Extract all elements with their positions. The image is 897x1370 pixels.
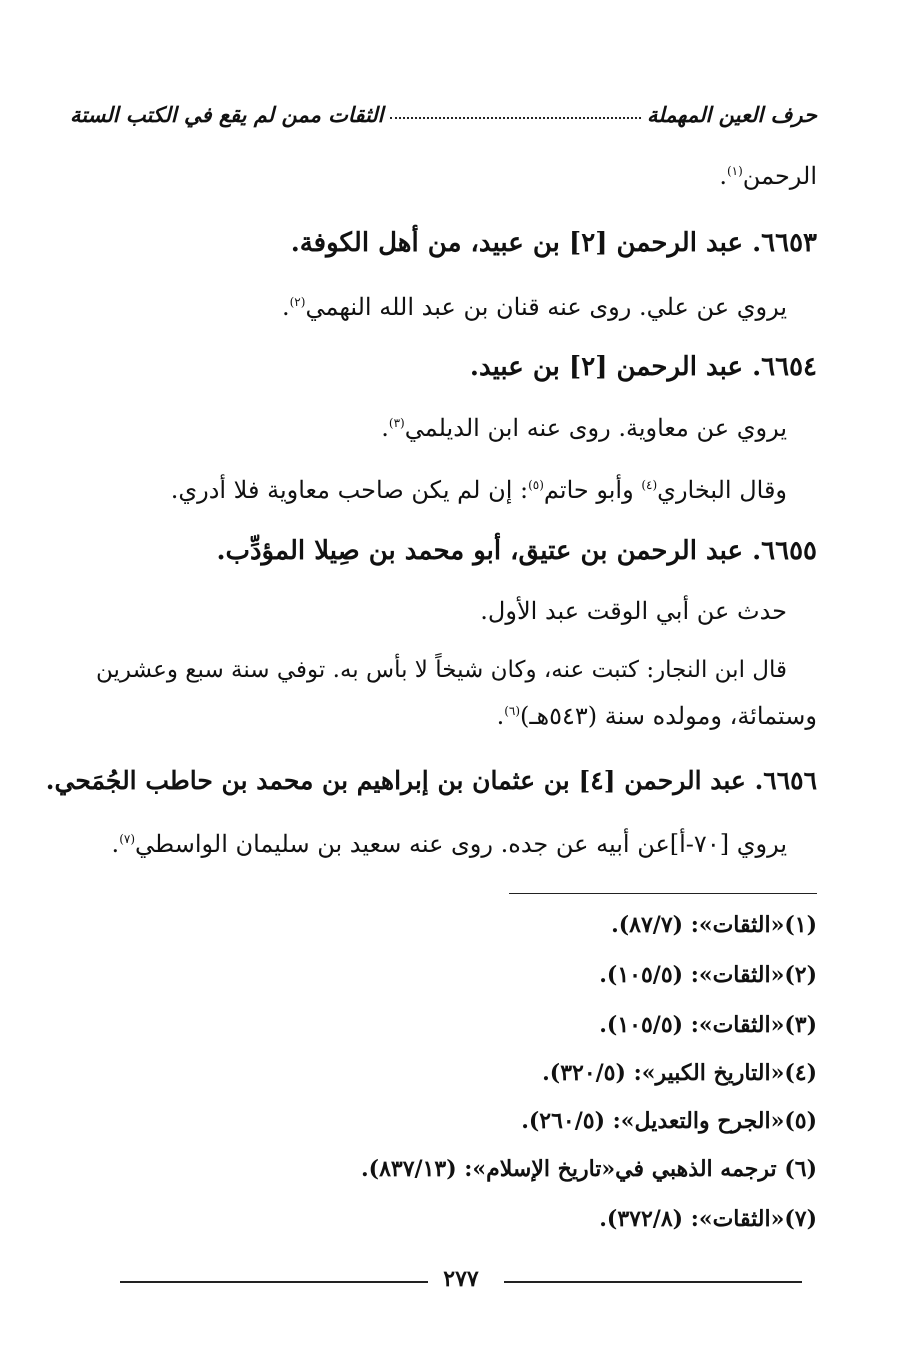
footnote-ref: (٢) bbox=[289, 295, 306, 309]
entry-heading bbox=[70, 228, 817, 258]
text-line: قال ابن النجار: كتبت عنه، وكان شيخاً لا بأس به. توفي سنة سبع وعشرين bbox=[96, 657, 787, 683]
text: وأبو حاتم bbox=[543, 476, 642, 504]
footnote-ref: (٧) bbox=[119, 832, 136, 846]
footnote-ref: (٦) bbox=[504, 704, 521, 718]
footer-rule bbox=[504, 1281, 802, 1283]
footnote: (٥)«الجرح والتعديل»: (٢٦٠/٥). bbox=[521, 1108, 817, 1134]
footnote: (١)«الثقات»: (٨٧/٧). bbox=[611, 912, 817, 938]
text-line: يروي عن علي. روى عنه قنان بن عبد الله النهمي$^{(٢)}$. bbox=[281, 293, 787, 321]
text-line: حدث عن أبي الوقت عبد الأول. bbox=[480, 597, 787, 625]
text-line: يروي [٧٠-أ]عن أبيه عن جده. روى عنه سعيد بن سليمان الواسطي$^{(٧)}$. bbox=[111, 830, 787, 858]
entry-number: ٦٦٥٤. bbox=[752, 352, 817, 382]
entry-number: ٦٦٥٥. bbox=[752, 536, 817, 566]
entry-name: عبد الرحمن [٢] بن عبيد. bbox=[469, 352, 744, 382]
footnote: (٣)«الثقات»: (١٠٥/٥). bbox=[599, 1012, 817, 1038]
section-title: حرف العين المهملة bbox=[646, 102, 817, 127]
text: وستمائة، ومولده سنة (٥٤٣هـ) bbox=[520, 702, 817, 730]
entry-heading bbox=[45, 766, 817, 795]
entry-name: عبد الرحمن [٤] بن عثمان بن إبراهيم بن محمد بن حاطب الجُمَحي. bbox=[45, 766, 746, 795]
footnote-ref: (١) bbox=[726, 164, 743, 178]
footnote-ref: (٣) bbox=[388, 416, 405, 430]
text: يروي عن معاوية. روى عنه ابن الديلمي bbox=[404, 414, 787, 442]
text-line: وستمائة، ومولده سنة (٥٤٣هـ)$^{(٦)}$. bbox=[496, 702, 817, 730]
page-number: ٢٧٧ bbox=[433, 1266, 488, 1292]
footnote-separator bbox=[509, 893, 817, 894]
text: يروي [٧٠-أ]عن أبيه عن جده. روى عنه سعيد بن سليمان الواسطي bbox=[135, 830, 787, 858]
entry-name: عبد الرحمن بن عتيق، أبو محمد بن صِيلا المؤدِّب. bbox=[216, 536, 744, 566]
entry-number: ٦٦٥٣. bbox=[752, 228, 817, 258]
text: : إن لم يكن صاحب معاوية فلا أدري. bbox=[170, 476, 529, 504]
footnote: (٢)«الثقات»: (١٠٥/٥). bbox=[599, 962, 817, 988]
text-line: الرحمن$^{(١)}$. bbox=[719, 162, 817, 190]
running-header bbox=[70, 102, 817, 127]
text-line: يروي عن معاوية. روى عنه ابن الديلمي$^{(٣)}$. bbox=[381, 414, 787, 442]
text-line bbox=[70, 476, 787, 504]
book-title: الثقات ممن لم يقع في الكتب الستة bbox=[70, 102, 384, 127]
footnote: (٤)«التاريخ الكبير»: (٣٢٠/٥). bbox=[542, 1060, 817, 1086]
text: يروي عن علي. روى عنه قنان بن عبد الله النهمي bbox=[305, 293, 787, 321]
entry-name: عبد الرحمن [٢] بن عبيد، من أهل الكوفة. bbox=[290, 228, 744, 258]
entry-heading bbox=[70, 536, 817, 566]
footnote-ref: (٤) bbox=[641, 478, 658, 492]
footnote: (٧)«الثقات»: (٣٧٢/٨). bbox=[599, 1206, 817, 1232]
footnote-ref: (٥) bbox=[528, 478, 544, 492]
entry-heading bbox=[70, 352, 817, 382]
entry-number: ٦٦٥٦. bbox=[754, 766, 817, 795]
header-dots bbox=[390, 102, 641, 119]
footnote: (٦) ترجمه الذهبي في«تاريخ الإسلام»: (٨٣٧/١٣). bbox=[361, 1156, 817, 1182]
footer-rule bbox=[120, 1281, 428, 1283]
text: الرحمن bbox=[742, 162, 817, 190]
text: وقال البخاري bbox=[657, 476, 787, 504]
page-footer bbox=[120, 1266, 802, 1296]
